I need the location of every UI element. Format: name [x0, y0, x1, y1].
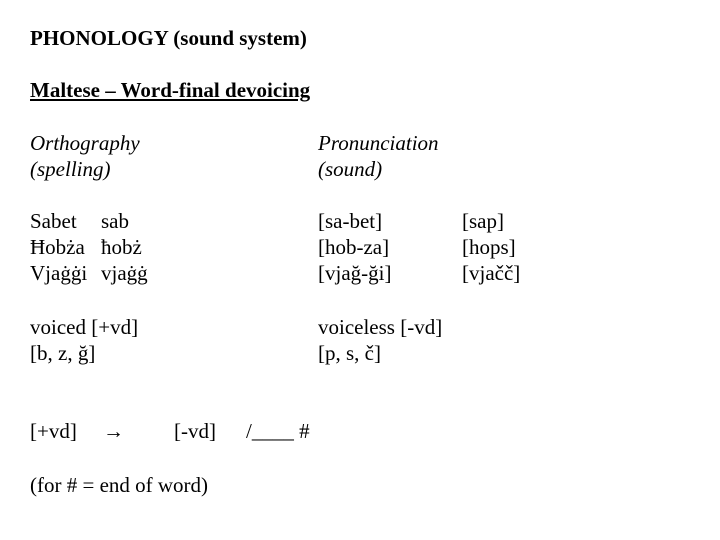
- word-cell: Ħobża: [30, 235, 85, 259]
- rule-output: [-vd]: [174, 419, 216, 443]
- section-subtitle: Maltese – Word-final devoicing: [30, 78, 311, 102]
- pron-long-cell: [hob-za]: [318, 235, 390, 259]
- short-word-column: [101, 208, 148, 286]
- word-cell: Sabet: [30, 209, 77, 233]
- pron-long-column: [318, 208, 391, 286]
- orthography-header-line: (spelling): [30, 157, 111, 181]
- boundary-note: (for # = end of word): [30, 473, 209, 497]
- page-title: PHONOLOGY (sound system): [30, 26, 307, 50]
- voiced-label: voiced [+vd]: [30, 315, 139, 339]
- pron-short-cell: [hops]: [462, 235, 516, 259]
- short-word-cell: ħobż: [101, 235, 142, 259]
- word-column: [30, 208, 87, 286]
- rule-environment: /____ #: [246, 419, 310, 443]
- voiceless-label: voiceless [-vd]: [318, 315, 443, 339]
- orthography-header: [30, 130, 140, 182]
- pron-short-column: [462, 208, 520, 286]
- pronunciation-header-line: Pronunciation: [318, 131, 439, 155]
- pronunciation-header-line: (sound): [318, 157, 383, 181]
- rule-input: [+vd]: [30, 419, 77, 443]
- pronunciation-header: [318, 130, 439, 182]
- pron-long-cell: [sa-bet]: [318, 209, 383, 233]
- voiceless-set: [p, s, č]: [318, 341, 381, 365]
- rule-arrow: →: [103, 419, 124, 443]
- pron-long-cell: [vjağ-ği]: [318, 261, 392, 285]
- short-word-cell: sab: [101, 209, 129, 233]
- word-cell: Vjaġġi: [30, 261, 88, 285]
- short-word-cell: vjaġġ: [101, 261, 148, 285]
- pron-short-cell: [vjačč]: [462, 261, 521, 285]
- voiced-set: [b, z, ğ]: [30, 341, 96, 365]
- orthography-header-line: Orthography: [30, 131, 140, 155]
- voiced-block: [30, 314, 138, 366]
- pron-short-cell: [sap]: [462, 209, 504, 233]
- voiceless-block: [318, 314, 442, 366]
